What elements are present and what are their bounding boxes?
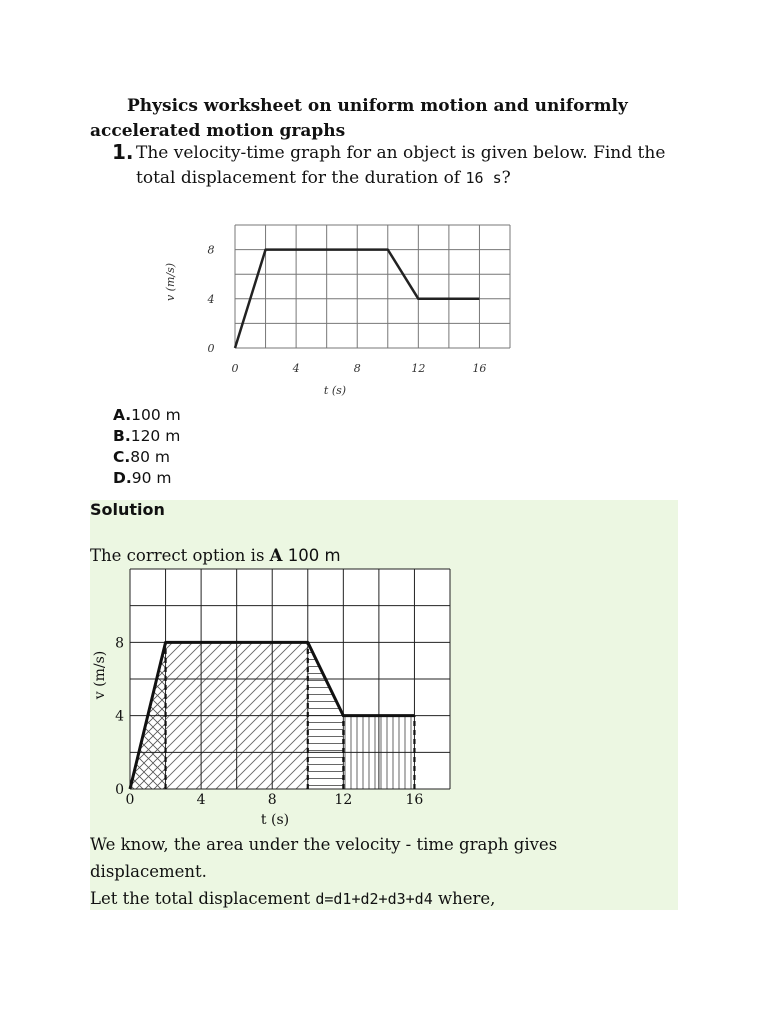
x-tick-label: 12 xyxy=(334,792,353,808)
y-tick-label: 4 xyxy=(115,708,124,725)
question-graph-y-label: v (m/s) xyxy=(164,262,177,302)
option-key: B. xyxy=(113,427,131,445)
solution-graph-x-label: t (s) xyxy=(260,812,290,828)
solution-line-3 xyxy=(90,885,495,913)
question-velocity-time-graph xyxy=(160,210,530,400)
x-tick-label: 4 xyxy=(292,362,300,375)
solution-velocity-time-graph xyxy=(90,565,455,830)
option-text: 80 m xyxy=(130,448,171,466)
line3-suffix: where, xyxy=(432,889,496,908)
option-d[interactable] xyxy=(113,468,181,489)
line3-prefix: Let the total displacement xyxy=(90,889,316,908)
question-text xyxy=(136,141,676,191)
option-key: A. xyxy=(113,406,132,424)
solution-graph-y-ticks xyxy=(115,635,124,798)
question-text-end: ? xyxy=(501,168,511,188)
x-tick-label: 8 xyxy=(353,362,361,375)
question-graph-x-label: t (s) xyxy=(323,384,347,397)
x-tick-label: 8 xyxy=(267,792,277,808)
displacement-formula: d=d1+d2+d3+d4 xyxy=(315,890,433,908)
y-tick-label: 8 xyxy=(115,635,124,652)
solution-line-1: We know, the area under the velocity - time graph gives xyxy=(90,835,558,854)
y-tick-label: 4 xyxy=(207,292,215,306)
x-tick-label: 16 xyxy=(472,362,487,375)
option-c[interactable] xyxy=(113,447,181,468)
answer-value: 100 m xyxy=(287,546,341,565)
y-tick-label: 0 xyxy=(115,782,124,798)
question-number: 1. xyxy=(112,140,134,164)
worksheet-title: Physics worksheet on uniform motion and uniformly accelerated motion graphs xyxy=(90,96,628,141)
x-tick-label: 0 xyxy=(231,362,239,375)
option-text: 120 m xyxy=(130,427,181,445)
answer-prefix: The correct option is xyxy=(90,546,270,565)
x-tick-label: 0 xyxy=(125,792,135,808)
option-a[interactable] xyxy=(113,405,181,426)
x-tick-label: 12 xyxy=(411,362,426,375)
question-duration: 16 s xyxy=(465,169,502,187)
solution-heading: Solution xyxy=(90,500,165,519)
question-graph-y-ticks xyxy=(207,244,215,355)
question-graph-grid xyxy=(235,225,510,348)
option-key: C. xyxy=(113,448,131,466)
x-tick-label: 16 xyxy=(405,792,424,808)
solution-graph-y-label: v (m/s) xyxy=(92,650,108,700)
option-text: 100 m xyxy=(131,406,181,424)
answer-key: A xyxy=(269,546,283,565)
option-key: D. xyxy=(113,469,132,487)
option-text: 90 m xyxy=(131,469,172,487)
question-graph-x-ticks xyxy=(232,362,487,375)
question-text-main: The velocity-time graph for an object is given below. Find the total displacement for the duration of xyxy=(136,143,666,188)
y-tick-label: 8 xyxy=(207,243,215,257)
solution-line-2: displacement. xyxy=(90,862,207,881)
solution-graph-x-ticks xyxy=(126,792,424,808)
answer-options xyxy=(113,405,181,489)
x-tick-label: 4 xyxy=(196,792,206,808)
option-b[interactable] xyxy=(113,426,181,447)
y-tick-label: 0 xyxy=(207,342,215,355)
